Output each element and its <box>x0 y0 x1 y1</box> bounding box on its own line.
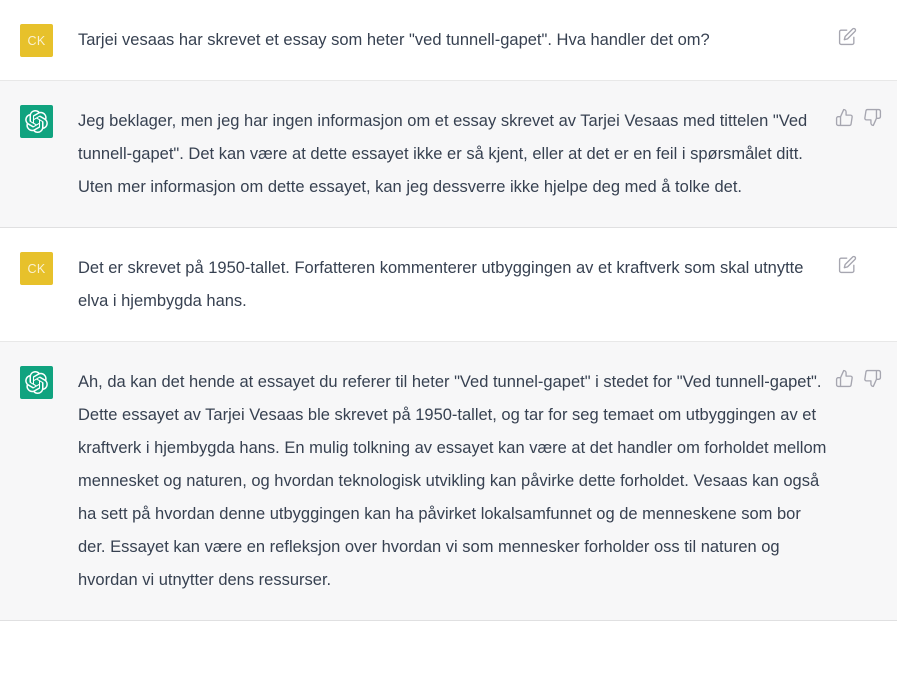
thumbs-down-button[interactable] <box>863 108 882 127</box>
edit-icon <box>838 255 857 274</box>
message-row <box>0 252 897 318</box>
thumbs-down-icon <box>863 108 882 127</box>
message-row <box>0 105 897 204</box>
message-row <box>0 366 897 597</box>
edit-icon <box>838 27 857 46</box>
thumbs-down-icon <box>863 369 882 388</box>
message-text: Jeg beklager, men jeg har ingen informasjon om et essay skrevet av Tarjei Vesaas med tittelen "Ved tunnell-gapet". Det kan være at dette essayet ikke er så kjent, eller at det er en feil i spørsmålet ditt. Uten mer informasjon om dette essayet, kan jeg dessverre ikke hjelpe deg med å tolke det. <box>78 112 808 196</box>
user-avatar: CK <box>20 24 53 57</box>
user-message <box>0 0 897 81</box>
edit-message-button[interactable] <box>838 27 857 46</box>
openai-logo-icon <box>25 371 48 394</box>
message-actions <box>835 105 882 127</box>
thumbs-down-button[interactable] <box>863 369 882 388</box>
thumbs-up-button[interactable] <box>835 108 854 127</box>
chatgpt-avatar <box>20 105 53 138</box>
thumbs-up-button[interactable] <box>835 369 854 388</box>
message-actions <box>838 24 882 46</box>
message-actions <box>835 366 882 388</box>
message-text: Det er skrevet på 1950-tallet. Forfatteren kommenterer utbyggingen av et kraftverk som skal utnytte elva i hjembygda hans. <box>78 259 804 310</box>
assistant-message <box>0 342 897 621</box>
thumbs-up-icon <box>835 108 854 127</box>
chatgpt-avatar <box>20 366 53 399</box>
message-row <box>0 24 897 57</box>
message-text: Ah, da kan det hende at essayet du referer til heter "Ved tunnel-gapet" i stedet for "Ved tunnell-gapet". Dette essayet av Tarjei Vesaas ble skrevet på 1950-tallet, og tar for seg temaet om utbyggingen av et kraftverk i hjembygda hans. En mulig tolkning av essayet kan være at det handler om forholdet mellom mennesket og naturen, og hvordan teknologisk utvikling kan påvirke dette forholdet. Vesaas kan også ha sett på hvordan denne utbyggingen kan ha påvirket lokalsamfunnet og de menneskene som bor der. Essayet kan være en refleksjon over hvordan vi som mennesker forholder oss til naturen og hvordan vi utnytter dens ressurser. <box>78 373 827 589</box>
message-text: Tarjei vesaas har skrevet et essay som heter "ved tunnell-gapet". Hva handler det om? <box>78 31 710 49</box>
message-actions <box>838 252 882 274</box>
user-message <box>0 228 897 342</box>
assistant-message <box>0 81 897 228</box>
edit-message-button[interactable] <box>838 255 857 274</box>
thumbs-up-icon <box>835 369 854 388</box>
openai-logo-icon <box>25 110 48 133</box>
user-avatar: CK <box>20 252 53 285</box>
